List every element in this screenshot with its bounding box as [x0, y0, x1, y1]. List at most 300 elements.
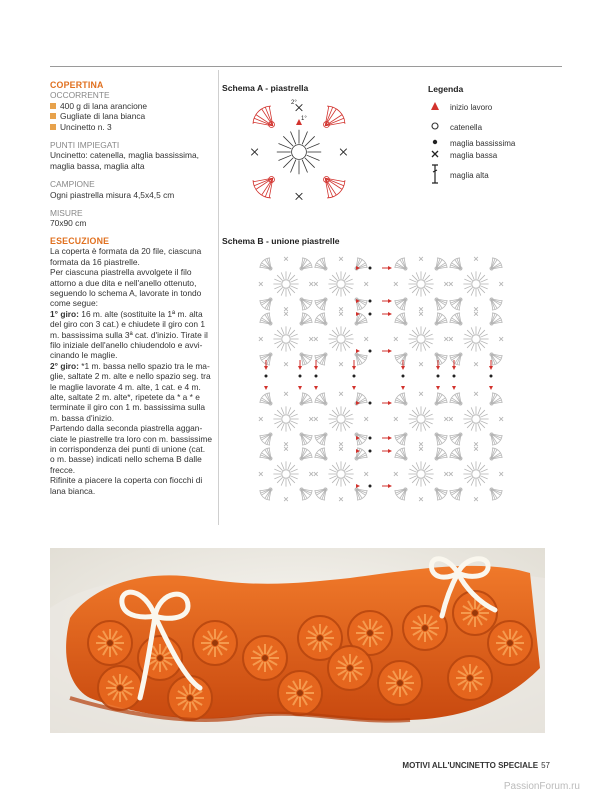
stitch-stroke [290, 279, 297, 282]
blanket-photo [50, 548, 545, 733]
cross-mark [474, 307, 478, 311]
join-dot [490, 375, 493, 378]
cross-mark [499, 282, 503, 286]
stitch-stroke [277, 477, 283, 483]
execution-text [50, 246, 212, 496]
stitch-stroke [281, 272, 284, 279]
tall-stitch-icon [428, 164, 442, 186]
stitch-stroke [464, 341, 471, 344]
stitch-stroke [288, 407, 291, 414]
stitch-stroke [302, 131, 307, 144]
stitch-stroke [412, 422, 418, 428]
cross-mark [394, 337, 398, 341]
stitch-stroke [412, 330, 418, 336]
arrow-head [489, 366, 493, 370]
stitch-stroke [478, 478, 481, 485]
text-line: Rifinite a piacere la coperta con fiocchi di [50, 475, 203, 486]
cross-mark [251, 149, 258, 156]
stitch-stroke [344, 410, 350, 416]
text-line: del giro con 3 cat.) e chiudete il giro con 1 [50, 319, 206, 330]
cross-mark [309, 472, 313, 476]
stitch-stroke [464, 334, 471, 337]
cross-mark [474, 442, 478, 446]
stitch-stroke [336, 423, 339, 430]
stitch-stroke [479, 465, 485, 471]
stitch-stroke [425, 279, 432, 282]
arrow-head [352, 386, 356, 390]
round-1-mark: 1° [301, 116, 307, 122]
cross-mark [314, 417, 318, 421]
stitch-stroke [480, 341, 487, 344]
stitch-stroke [281, 423, 284, 430]
bullet-square-icon [50, 113, 56, 119]
stitch-stroke [302, 160, 307, 173]
stitch-stroke [423, 423, 426, 430]
arrow-head [489, 386, 493, 390]
stitch-stroke [329, 421, 336, 424]
arrow-head [314, 366, 318, 370]
stitch-stroke [336, 407, 339, 414]
tile-motif [314, 447, 368, 501]
arrow-head [388, 312, 392, 316]
cross-mark [449, 472, 453, 476]
stitch-stroke [416, 478, 419, 485]
tile-center [347, 665, 353, 671]
watermark: PassionForum.ru [503, 781, 580, 792]
text-line: attorno a due dita e nell'anello ottenuto, [50, 277, 197, 288]
stitch-stroke [471, 407, 474, 414]
stitch-stroke [289, 287, 295, 293]
arrow-head [401, 386, 405, 390]
stitch-stroke [336, 288, 339, 295]
cross-mark [309, 417, 313, 421]
stitch-stroke [464, 421, 471, 424]
stitch-stroke [277, 410, 283, 416]
cross-mark [284, 312, 288, 316]
stitch-stroke [478, 343, 481, 350]
text-line: Per ciascuna piastrella avvolgete il filo [50, 267, 192, 278]
stitch-stroke [290, 334, 297, 337]
stitch-stroke [289, 422, 295, 428]
stitch-stroke [478, 288, 481, 295]
stitch-stroke [307, 144, 320, 149]
stitch-stroke [281, 478, 284, 485]
stitch-stroke [288, 288, 291, 295]
crochet-tile [328, 646, 372, 690]
arrow-head [452, 386, 456, 390]
arrow-head [388, 436, 392, 440]
stitch-stroke [345, 286, 352, 289]
stitch-stroke [480, 286, 487, 289]
stitch-stroke [412, 275, 418, 281]
stitch-stroke [289, 330, 295, 336]
tile-center [422, 625, 428, 631]
ring-circle [472, 280, 480, 288]
text-line: terminate il giro con 1 m. bassissima sulla [50, 402, 205, 413]
text-line: le maglie lavorate 4 m. alte, 1 cat. e 4 m. [50, 381, 201, 392]
ring-circle [337, 335, 345, 343]
stitch-stroke [274, 476, 281, 479]
stitch-stroke [412, 410, 418, 416]
stitch-stroke [344, 422, 350, 428]
cross-mark [419, 257, 423, 261]
stitch-stroke [480, 414, 487, 417]
join-dot [299, 375, 302, 378]
cross-mark [419, 392, 423, 396]
bullet-square-icon [50, 124, 56, 130]
text-line: maglia bassa, maglia alta [50, 160, 145, 171]
stitch-stroke [471, 462, 474, 469]
blanket-illustration [50, 548, 545, 733]
material-item: Gugliate di lana bianca [50, 111, 212, 121]
ring-circle [337, 470, 345, 478]
stitch-stroke [289, 275, 295, 281]
stitch-stroke [416, 343, 419, 350]
join-dot [369, 437, 372, 440]
cross-mark [419, 497, 423, 501]
cross-mark [394, 472, 398, 476]
stitch-stroke [409, 476, 416, 479]
stitch-stroke [332, 422, 338, 428]
schema-a-title: Schema A - piastrella [222, 83, 309, 93]
cross-mark [339, 257, 343, 261]
text-line: alte, saltate 2 m. alte*, ripetete da * a * e [50, 391, 200, 402]
cross-mark [364, 282, 368, 286]
text-line: 1° giro: 16 m. alte (sostituite la 1ª m. alta [50, 308, 203, 319]
cross-mark [419, 312, 423, 316]
cross-mark [339, 362, 343, 366]
crochet-tile [88, 621, 132, 665]
ring-circle [292, 145, 307, 160]
join-dot [315, 375, 318, 378]
stitch-stroke [332, 287, 338, 293]
stitch-stroke [479, 422, 485, 428]
stitch-stroke [424, 330, 430, 336]
cross-mark [449, 417, 453, 421]
cross-mark [314, 337, 318, 341]
stitch-stroke [409, 334, 416, 337]
stitch-stroke [289, 410, 295, 416]
cross-mark [419, 442, 423, 446]
stitch-stroke [345, 421, 352, 424]
tile-center [317, 635, 323, 641]
stitch-stroke [344, 342, 350, 348]
cross-mark [499, 417, 503, 421]
tile-motif [449, 447, 503, 501]
crochet-tile [278, 671, 322, 715]
arrow-head [436, 386, 440, 390]
cross-mark [474, 497, 478, 501]
tile-center [262, 655, 268, 661]
tile-motif [314, 312, 368, 366]
stitch-stroke [289, 465, 295, 471]
cross-mark [444, 417, 448, 421]
stitch-stroke [329, 469, 336, 472]
stitch-stroke [329, 341, 336, 344]
cross-mark [284, 307, 288, 311]
tile-motif [259, 447, 313, 501]
stitch-stroke [416, 288, 419, 295]
arrow-head [356, 484, 360, 488]
magazine-title: MOTIVI ALL'UNCINETTO SPECIALE [402, 761, 539, 770]
join-dot [437, 375, 440, 378]
legend-item: inizio lavoro [428, 102, 492, 112]
round-2-mark: 2° [291, 100, 297, 106]
cross-mark [339, 497, 343, 501]
cross-mark [474, 362, 478, 366]
cross-mark [364, 337, 368, 341]
schema-b-diagram [258, 256, 528, 528]
crochet-tile [448, 656, 492, 700]
text-line: o m. basse) indicati nello schema B dalle [50, 454, 202, 465]
section-title: COPERTINA [50, 80, 104, 90]
tile-center [472, 610, 478, 616]
tile-motif [259, 312, 313, 366]
stitch-stroke [290, 414, 297, 417]
arrow-head [452, 366, 456, 370]
tile-motif [394, 447, 448, 501]
stitch-stroke [345, 334, 352, 337]
stitch-stroke [478, 423, 481, 430]
join-dot [369, 267, 372, 270]
stitch-stroke [480, 279, 487, 282]
join-dot [369, 300, 372, 303]
stitch-stroke [480, 334, 487, 337]
stitch-stroke [464, 414, 471, 417]
stitch-stroke [277, 275, 283, 281]
stitch-stroke [424, 410, 430, 416]
cross-mark [474, 447, 478, 451]
stitch-stroke [274, 286, 281, 289]
stitch-stroke [332, 342, 338, 348]
tile-motif [314, 392, 368, 446]
bullet-square-icon [50, 103, 56, 109]
cross-mark [419, 362, 423, 366]
stitch-stroke [336, 327, 339, 334]
page-number: 57 [541, 761, 550, 770]
stitch-stroke [343, 272, 346, 279]
stitch-stroke [423, 327, 426, 334]
text-line: lana bianca. [50, 485, 96, 496]
stitch-stroke [336, 462, 339, 469]
stitch-stroke [424, 465, 430, 471]
round-label: 2° giro: [50, 360, 79, 371]
stitch-stroke [332, 275, 338, 281]
join-dot [265, 375, 268, 378]
stitch-stroke [424, 275, 430, 281]
text-line: m. bassa d'inizio. [50, 412, 114, 423]
legend-item: maglia alta [428, 164, 489, 186]
text-line: La coperta è formata da 20 file, ciascuna [50, 246, 202, 257]
cross-mark [259, 337, 263, 341]
stitch-stroke [479, 477, 485, 483]
stitch-stroke [305, 158, 315, 168]
text-line: ciate le piastrelle tra loro con m. bassissime [50, 433, 212, 444]
stitch-stroke [329, 334, 336, 337]
ring-circle [282, 470, 290, 478]
stitch-stroke [423, 343, 426, 350]
cross-mark [284, 362, 288, 366]
stitch-stroke [467, 477, 473, 483]
stitch-stroke [464, 279, 471, 282]
ring-circle [282, 335, 290, 343]
materials-list [50, 101, 212, 132]
stitch-stroke [467, 287, 473, 293]
tile-center [212, 640, 218, 646]
stitch-stroke [329, 279, 336, 282]
crochet-tile [98, 666, 142, 710]
crochet-tile [193, 621, 237, 665]
stitch-stroke [278, 144, 291, 149]
cross-mark [284, 257, 288, 261]
stitch-stroke [467, 422, 473, 428]
stitch-stroke [277, 287, 283, 293]
stitch-stroke [281, 343, 284, 350]
stitch-stroke [344, 287, 350, 293]
stitch-stroke [423, 272, 426, 279]
ring-circle [282, 280, 290, 288]
cross-mark [259, 417, 263, 421]
stitch-stroke [289, 342, 295, 348]
cross-mark [284, 447, 288, 451]
stitch-stroke [288, 272, 291, 279]
stitch-stroke [288, 327, 291, 334]
schema-b-title: Schema B - unione piastrelle [222, 236, 340, 246]
stitch-stroke [471, 327, 474, 334]
stitch-stroke [281, 407, 284, 414]
stitch-stroke [425, 469, 432, 472]
stitch-stroke [290, 421, 297, 424]
page-footer [402, 761, 550, 770]
ring-circle [417, 280, 425, 288]
stitch-stroke [479, 342, 485, 348]
stitch-stroke [277, 330, 283, 336]
cross-mark [284, 392, 288, 396]
join-dot [369, 402, 372, 405]
text-line: filo iniziale dell'anello chiudendolo e avvi- [50, 339, 203, 350]
stitch-stroke [344, 477, 350, 483]
tile-motif [449, 257, 503, 311]
cross-mark [314, 472, 318, 476]
stitch-stroke [274, 421, 281, 424]
arrow-head [388, 449, 392, 453]
cross-mark [394, 417, 398, 421]
stitch-stroke [416, 423, 419, 430]
stitch-stroke [409, 341, 416, 344]
triangle-icon [428, 102, 442, 112]
cross-mark [474, 312, 478, 316]
cross-mark [444, 282, 448, 286]
text-line: come segue: [50, 298, 98, 309]
stitch-stroke [424, 422, 430, 428]
join-dot [369, 450, 372, 453]
arrow-head [436, 366, 440, 370]
stitch-stroke [345, 341, 352, 344]
stitch-stroke [416, 272, 419, 279]
stitch-stroke [329, 476, 336, 479]
stitch-stroke [409, 286, 416, 289]
round-label: 1° giro: [50, 308, 79, 319]
arrow-head [388, 401, 392, 405]
stitch-stroke [290, 341, 297, 344]
cross-mark [499, 337, 503, 341]
cross-mark [259, 282, 263, 286]
stitch-stroke [464, 286, 471, 289]
stitch-stroke [274, 279, 281, 282]
ring-circle [472, 415, 480, 423]
cross-mark [394, 282, 398, 286]
stitch-stroke [345, 279, 352, 282]
cross-mark [444, 337, 448, 341]
stitch-stroke [344, 465, 350, 471]
stitch-stroke [467, 330, 473, 336]
cross-mark [339, 312, 343, 316]
join-dot [453, 375, 456, 378]
stitch-stroke [409, 469, 416, 472]
join-dot [369, 485, 372, 488]
cross-mark [449, 337, 453, 341]
stitch-stroke [423, 288, 426, 295]
instructions-column [50, 80, 212, 496]
arrow-head [298, 366, 302, 370]
stitch-stroke [423, 478, 426, 485]
column-separator [218, 70, 219, 525]
cross-mark [339, 442, 343, 446]
tile-center [187, 695, 193, 701]
cross-mark [419, 447, 423, 451]
arrow-head [388, 266, 392, 270]
text-line: 2° giro: *1 m. bassa nello spazio tra le ma- [50, 360, 210, 371]
stitch-stroke [277, 465, 283, 471]
stitch-stroke [278, 155, 291, 160]
cross-mark [309, 282, 313, 286]
stitch-stroke [467, 275, 473, 281]
cross-mark [364, 472, 368, 476]
ring-circle [282, 415, 290, 423]
ring-circle [472, 470, 480, 478]
stitch-stroke [424, 287, 430, 293]
stitch-stroke [416, 462, 419, 469]
cross-mark [284, 442, 288, 446]
text-line: cinando le maglie. [50, 350, 118, 361]
stitch-stroke [479, 330, 485, 336]
text-line: m. bassissima sulla 3ª cat. d'inizio. Tirate il [50, 329, 208, 340]
cross-mark [474, 392, 478, 396]
stitch-stroke [478, 327, 481, 334]
arrow-head [314, 386, 318, 390]
stitch-stroke [277, 422, 283, 428]
stitch-stroke [464, 469, 471, 472]
text-line: formata da 16 piastrelle. [50, 256, 140, 267]
misure-title: MISURE [50, 208, 83, 219]
stitch-stroke [416, 327, 419, 334]
stitch-stroke [467, 342, 473, 348]
stitch-stroke [425, 421, 432, 424]
stitch-stroke [412, 287, 418, 293]
top-rule [50, 66, 562, 67]
stitch-stroke [423, 407, 426, 414]
text-line: seguendo lo schema A, lavorate in tondo [50, 287, 202, 298]
stitch-stroke [478, 407, 481, 414]
stitch-stroke [290, 476, 297, 479]
stitch-stroke [343, 343, 346, 350]
stitch-stroke [332, 477, 338, 483]
campione-title: CAMPIONE [50, 179, 95, 190]
legend-item: maglia bassa [428, 150, 497, 160]
cross-mark [259, 472, 263, 476]
stitch-stroke [329, 286, 336, 289]
cross-mark [364, 417, 368, 421]
